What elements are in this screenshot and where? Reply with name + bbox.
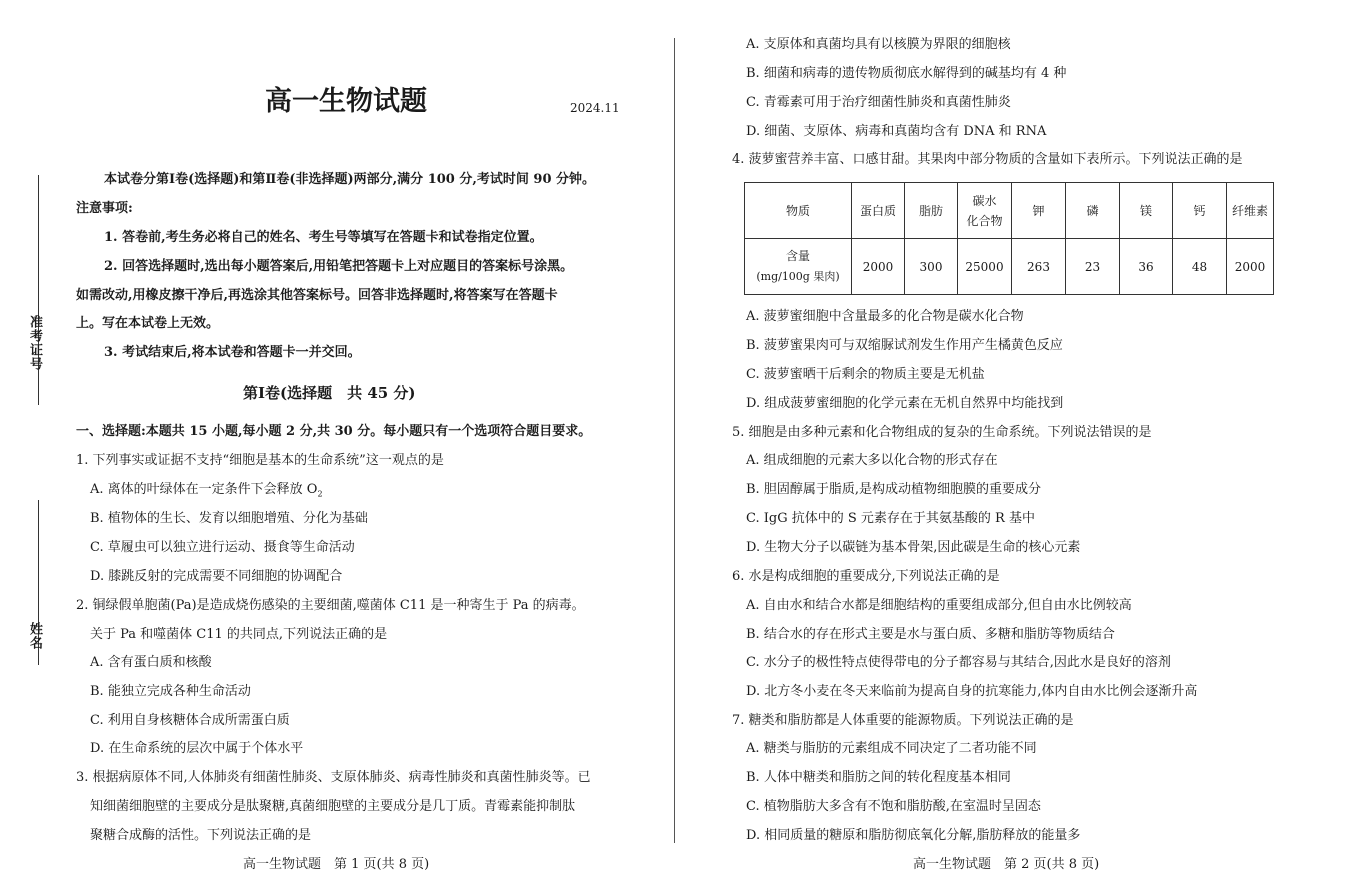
section-title: 第Ⅰ卷(选择题 共 45 分) (243, 384, 416, 402)
q1-option-a: A. 离体的叶绿体在一定条件下会释放 $O_2$ (90, 482, 323, 499)
table-col-fat: 脂肪 (905, 183, 958, 239)
page-divider (674, 38, 675, 843)
page-title: 高一生物试题 (265, 86, 427, 117)
exam-id-label: 准考证号 (27, 315, 42, 371)
q7-option-d: D. 相同质量的糖原和脂肪彻底氧化分解,脂肪释放的能量多 (746, 828, 1081, 843)
table-header-row (745, 183, 1274, 239)
instruction-line-2: 注意事项: (76, 201, 133, 216)
instruction-line-3: 1. 答卷前,考生务必将自己的姓名、考生号等填写在答题卡和试卷指定位置。 (104, 230, 543, 245)
table-col-protein: 蛋白质 (852, 183, 905, 239)
q4-option-a: A. 菠萝蜜细胞中含量最多的化合物是碳水化合物 (746, 309, 1024, 324)
q5-stem: 5. 细胞是由多种元素和化合物组成的复杂的生命系统。下列说法错误的是 (732, 425, 1152, 440)
table-header-label: 物质 (745, 183, 852, 239)
q4-stem: 4. 菠萝蜜营养丰富、口感甘甜。其果肉中部分物质的含量如下表所示。下列说法正确的是 (732, 152, 1243, 167)
instruction-line-7: 3. 考试结束后,将本试卷和答题卡一并交回。 (104, 345, 361, 360)
q2-option-a: A. 含有蛋白质和核酸 (90, 655, 212, 670)
q3-stem-line2: 知细菌细胞壁的主要成分是肽聚糖,真菌细胞壁的主要成分是几丁质。青霉素能抑制肽 (90, 799, 576, 814)
q2-stem-line2: 关于 Pa 和噬菌体 C11 的共同点,下列说法正确的是 (90, 627, 388, 642)
page2-footer: 高一生物试题 第 2 页(共 8 页) (913, 857, 1100, 872)
table-col-magnesium: 镁 (1120, 183, 1173, 239)
table-cell: 25000 (958, 239, 1012, 295)
q7-stem: 7. 糖类和脂肪都是人体重要的能源物质。下列说法正确的是 (732, 713, 1074, 728)
q3-stem-line1: 3. 根据病原体不同,人体肺炎有细菌性肺炎、支原体肺炎、病毒性肺炎和真菌性肺炎等。已 (76, 770, 591, 785)
section-description: 一、选择题:本题共 15 小题,每小题 2 分,共 30 分。每小题只有一个选项符合题目要求。 (76, 424, 592, 439)
table-cell: 48 (1173, 239, 1227, 295)
nutrition-table (744, 182, 1274, 295)
table-cell: 2000 (1227, 239, 1274, 295)
q3-stem-line3: 聚糖合成酶的活性。下列说法正确的是 (90, 828, 312, 843)
exam-date: 2024.11 (570, 101, 620, 115)
q3-option-d: D. 细菌、支原体、病毒和真菌均含有 DNA 和 RNA (746, 124, 1047, 139)
instruction-line-4: 2. 回答选择题时,选出每小题答案后,用铅笔把答题卡上对应题目的答案标号涂黑。 (104, 259, 574, 274)
q6-option-c: C. 水分子的极性特点使得带电的分子都容易与其结合,因此水是良好的溶剂 (746, 655, 1171, 670)
q6-option-b: B. 结合水的存在形式主要是水与蛋白质、多糖和脂肪等物质结合 (746, 627, 1115, 642)
table-cell: 2000 (852, 239, 905, 295)
table-cell: 36 (1120, 239, 1173, 295)
q5-option-b: B. 胆固醇属于脂质,是构成动植物细胞膜的重要成分 (746, 482, 1041, 497)
q7-option-b: B. 人体中糖类和脂肪之间的转化程度基本相同 (746, 770, 1011, 785)
q6-option-a: A. 自由水和结合水都是细胞结构的重要组成部分,但自由水比例较高 (746, 598, 1132, 613)
page1-footer: 高一生物试题 第 1 页(共 8 页) (243, 857, 430, 872)
table-cell: 263 (1012, 239, 1066, 295)
q2-option-c: C. 利用自身核糖体合成所需蛋白质 (90, 713, 290, 728)
table-col-carb: 碳水 化合物 (958, 183, 1012, 239)
table-col-phosphorus: 磷 (1066, 183, 1120, 239)
q1-stem: 1. 下列事实或证据不支持“细胞是基本的生命系统”这一观点的是 (76, 453, 444, 468)
q2-option-b: B. 能独立完成各种生命活动 (90, 684, 251, 699)
q1-option-d: D. 膝跳反射的完成需要不同细胞的协调配合 (90, 569, 343, 584)
q6-option-d: D. 北方冬小麦在冬天来临前为提高自身的抗寒能力,体内自由水比例会逐渐升高 (746, 684, 1198, 699)
q4-option-d: D. 组成菠萝蜜细胞的化学元素在无机自然界中均能找到 (746, 396, 1064, 411)
q1-option-c: C. 草履虫可以独立进行运动、摄食等生命活动 (90, 540, 355, 555)
table-row-label: 含量 (mg/100g 果肉) (745, 239, 852, 295)
q7-option-c: C. 植物脂肪大多含有不饱和脂肪酸,在室温时呈固态 (746, 799, 1041, 814)
table-col-calcium: 钙 (1173, 183, 1227, 239)
table-cell: 300 (905, 239, 958, 295)
q7-option-a: A. 糖类与脂肪的元素组成不同决定了二者功能不同 (746, 741, 1037, 756)
table-col-fiber: 纤维素 (1227, 183, 1274, 239)
q2-option-d: D. 在生命系统的层次中属于个体水平 (90, 741, 304, 756)
q3-option-c: C. 青霉素可用于治疗细菌性肺炎和真菌性肺炎 (746, 95, 1011, 110)
q1-option-b: B. 植物体的生长、发育以细胞增殖、分化为基础 (90, 511, 368, 526)
table-col-potassium: 钾 (1012, 183, 1066, 239)
instruction-line-5: 如需改动,用橡皮擦干净后,再选涂其他答案标号。回答非选择题时,将答案写在答题卡 (76, 288, 558, 303)
instruction-line-6: 上。写在本试卷上无效。 (76, 316, 220, 331)
q3-option-a: A. 支原体和真菌均具有以核膜为界限的细胞核 (746, 37, 1011, 52)
q5-option-d: D. 生物大分子以碳链为基本骨架,因此碳是生命的核心元素 (746, 540, 1081, 555)
q5-option-a: A. 组成细胞的元素大多以化合物的形式存在 (746, 453, 998, 468)
q2-stem-line1: 2. 铜绿假单胞菌(Pa)是造成烧伤感染的主要细菌,噬菌体 C11 是一种寄生于 Pa 的病毒。 (76, 598, 585, 613)
q6-stem: 6. 水是构成细胞的重要成分,下列说法正确的是 (732, 569, 1000, 584)
name-label: 姓名 (27, 622, 42, 650)
q4-option-b: B. 菠萝蜜果肉可与双缩脲试剂发生作用产生橘黄色反应 (746, 338, 1063, 353)
q5-option-c: C. IgG 抗体中的 S 元素存在于其氨基酸的 R 基中 (746, 511, 1035, 526)
table-cell: 23 (1066, 239, 1120, 295)
q4-option-c: C. 菠萝蜜晒干后剩余的物质主要是无机盐 (746, 367, 985, 382)
q3-option-b: B. 细菌和病毒的遗传物质彻底水解得到的碱基均有 4 种 (746, 66, 1067, 81)
instruction-line-1: 本试卷分第Ⅰ卷(选择题)和第Ⅱ卷(非选择题)两部分,满分 100 分,考试时间 90 分钟。 (104, 172, 596, 187)
table-row (745, 239, 1274, 295)
